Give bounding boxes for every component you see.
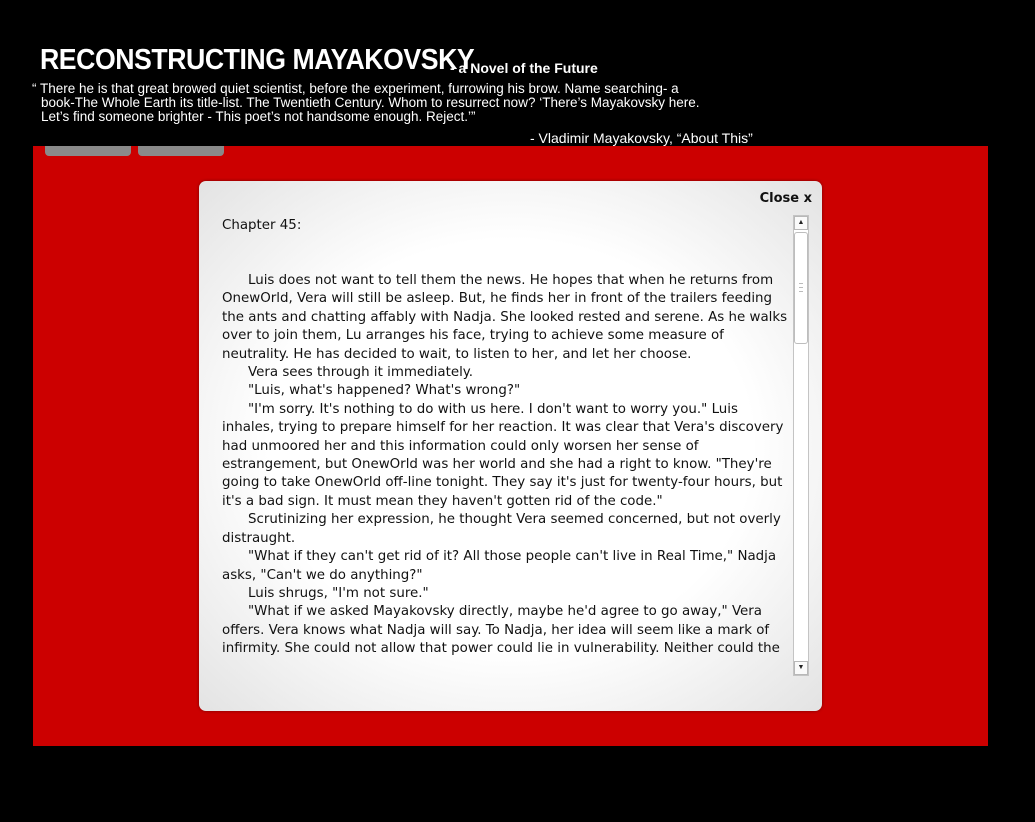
chapter-text-area [222, 217, 792, 661]
scroll-up-icon[interactable]: ▲ [794, 216, 808, 230]
chapter-paragraph: Luis shrugs, "I'm not sure." [248, 585, 429, 601]
scroll-down-icon[interactable]: ▼ [794, 661, 808, 675]
site-title: RECONSTRUCTING MAYAKOVSKY [40, 44, 475, 76]
chapter-title: Chapter 45: [222, 218, 302, 233]
nav-tab-2[interactable] [138, 146, 224, 156]
scrollbar-thumb[interactable] [794, 232, 808, 344]
nav-tab-1[interactable] [45, 146, 131, 156]
chapter-paragraph: "What if they can't get rid of it? All those people can't live in Real Time," Nadja asks, "Can't we do anything?" [222, 549, 777, 583]
chapter-paragraph: Vera sees through it immediately. [248, 365, 474, 381]
epigraph-attribution: - Vladimir Mayakovsky, “About This” [530, 130, 753, 146]
chapter-paragraph: "I'm sorry. It's nothing to do with us here. I don't want to worry you." Luis inhales, trying to prepare himself for her reaction. It was clear that Vera's discovery had unmoored her and this information could only worsen her sense of estrangement, but OnewOrld was her world and she had a right to know. "They're going to take OnewOrld off-line tonight. They say it's just for twenty-four hours, but it's a bad sign. It must mean they haven't gotten rid of the code." [222, 401, 784, 509]
epigraph-line: book-The Whole Earth its title-list. The Twentieth Century. Whom to resurrect now? ‘There’s Mayakovsky here. [41, 95, 700, 110]
site-subtitle: - a Novel of the Future [450, 60, 598, 76]
chapter-paragraph: Scrutinizing her expression, he thought Vera seemed concerned, but not overly distraught. [222, 512, 781, 546]
close-button[interactable]: Close x [759, 191, 812, 206]
chapter-paragraph: "What if we asked Mayakovsky directly, maybe he'd agree to go away," Vera offers. Vera knows what Nadja will say. To Nadja, her idea will seem like a mark of infirmity. She could not allow that power could lie in vulnerability. Neither could the [222, 604, 780, 657]
chapter-paragraph: "Luis, what's happened? What's wrong?" [248, 383, 521, 399]
epigraph-quote [32, 82, 792, 124]
chapter-paragraph: Luis does not want to tell them the news. He hopes that when he returns from OnewOrld, Vera will still be asleep. But, he finds her in front of the trailers feeding the ants and chatting affably with Nadja. She looked rested and serene. As he walks over to join them, Lu arranges his face, trying to achieve some measure of neutrality. He has decided to wait, to listen to her, and let her choose. [222, 273, 788, 362]
epigraph-line: Let’s find someone brighter - This poet’s not handsome enough. Reject.’” [41, 109, 476, 124]
chapter-modal [199, 181, 822, 711]
epigraph-line: “ There he is that great browed quiet scientist, before the experiment, furrowing his brow. Name searching- a [32, 81, 679, 96]
grip-icon [799, 283, 803, 292]
vertical-scrollbar[interactable] [793, 215, 809, 676]
